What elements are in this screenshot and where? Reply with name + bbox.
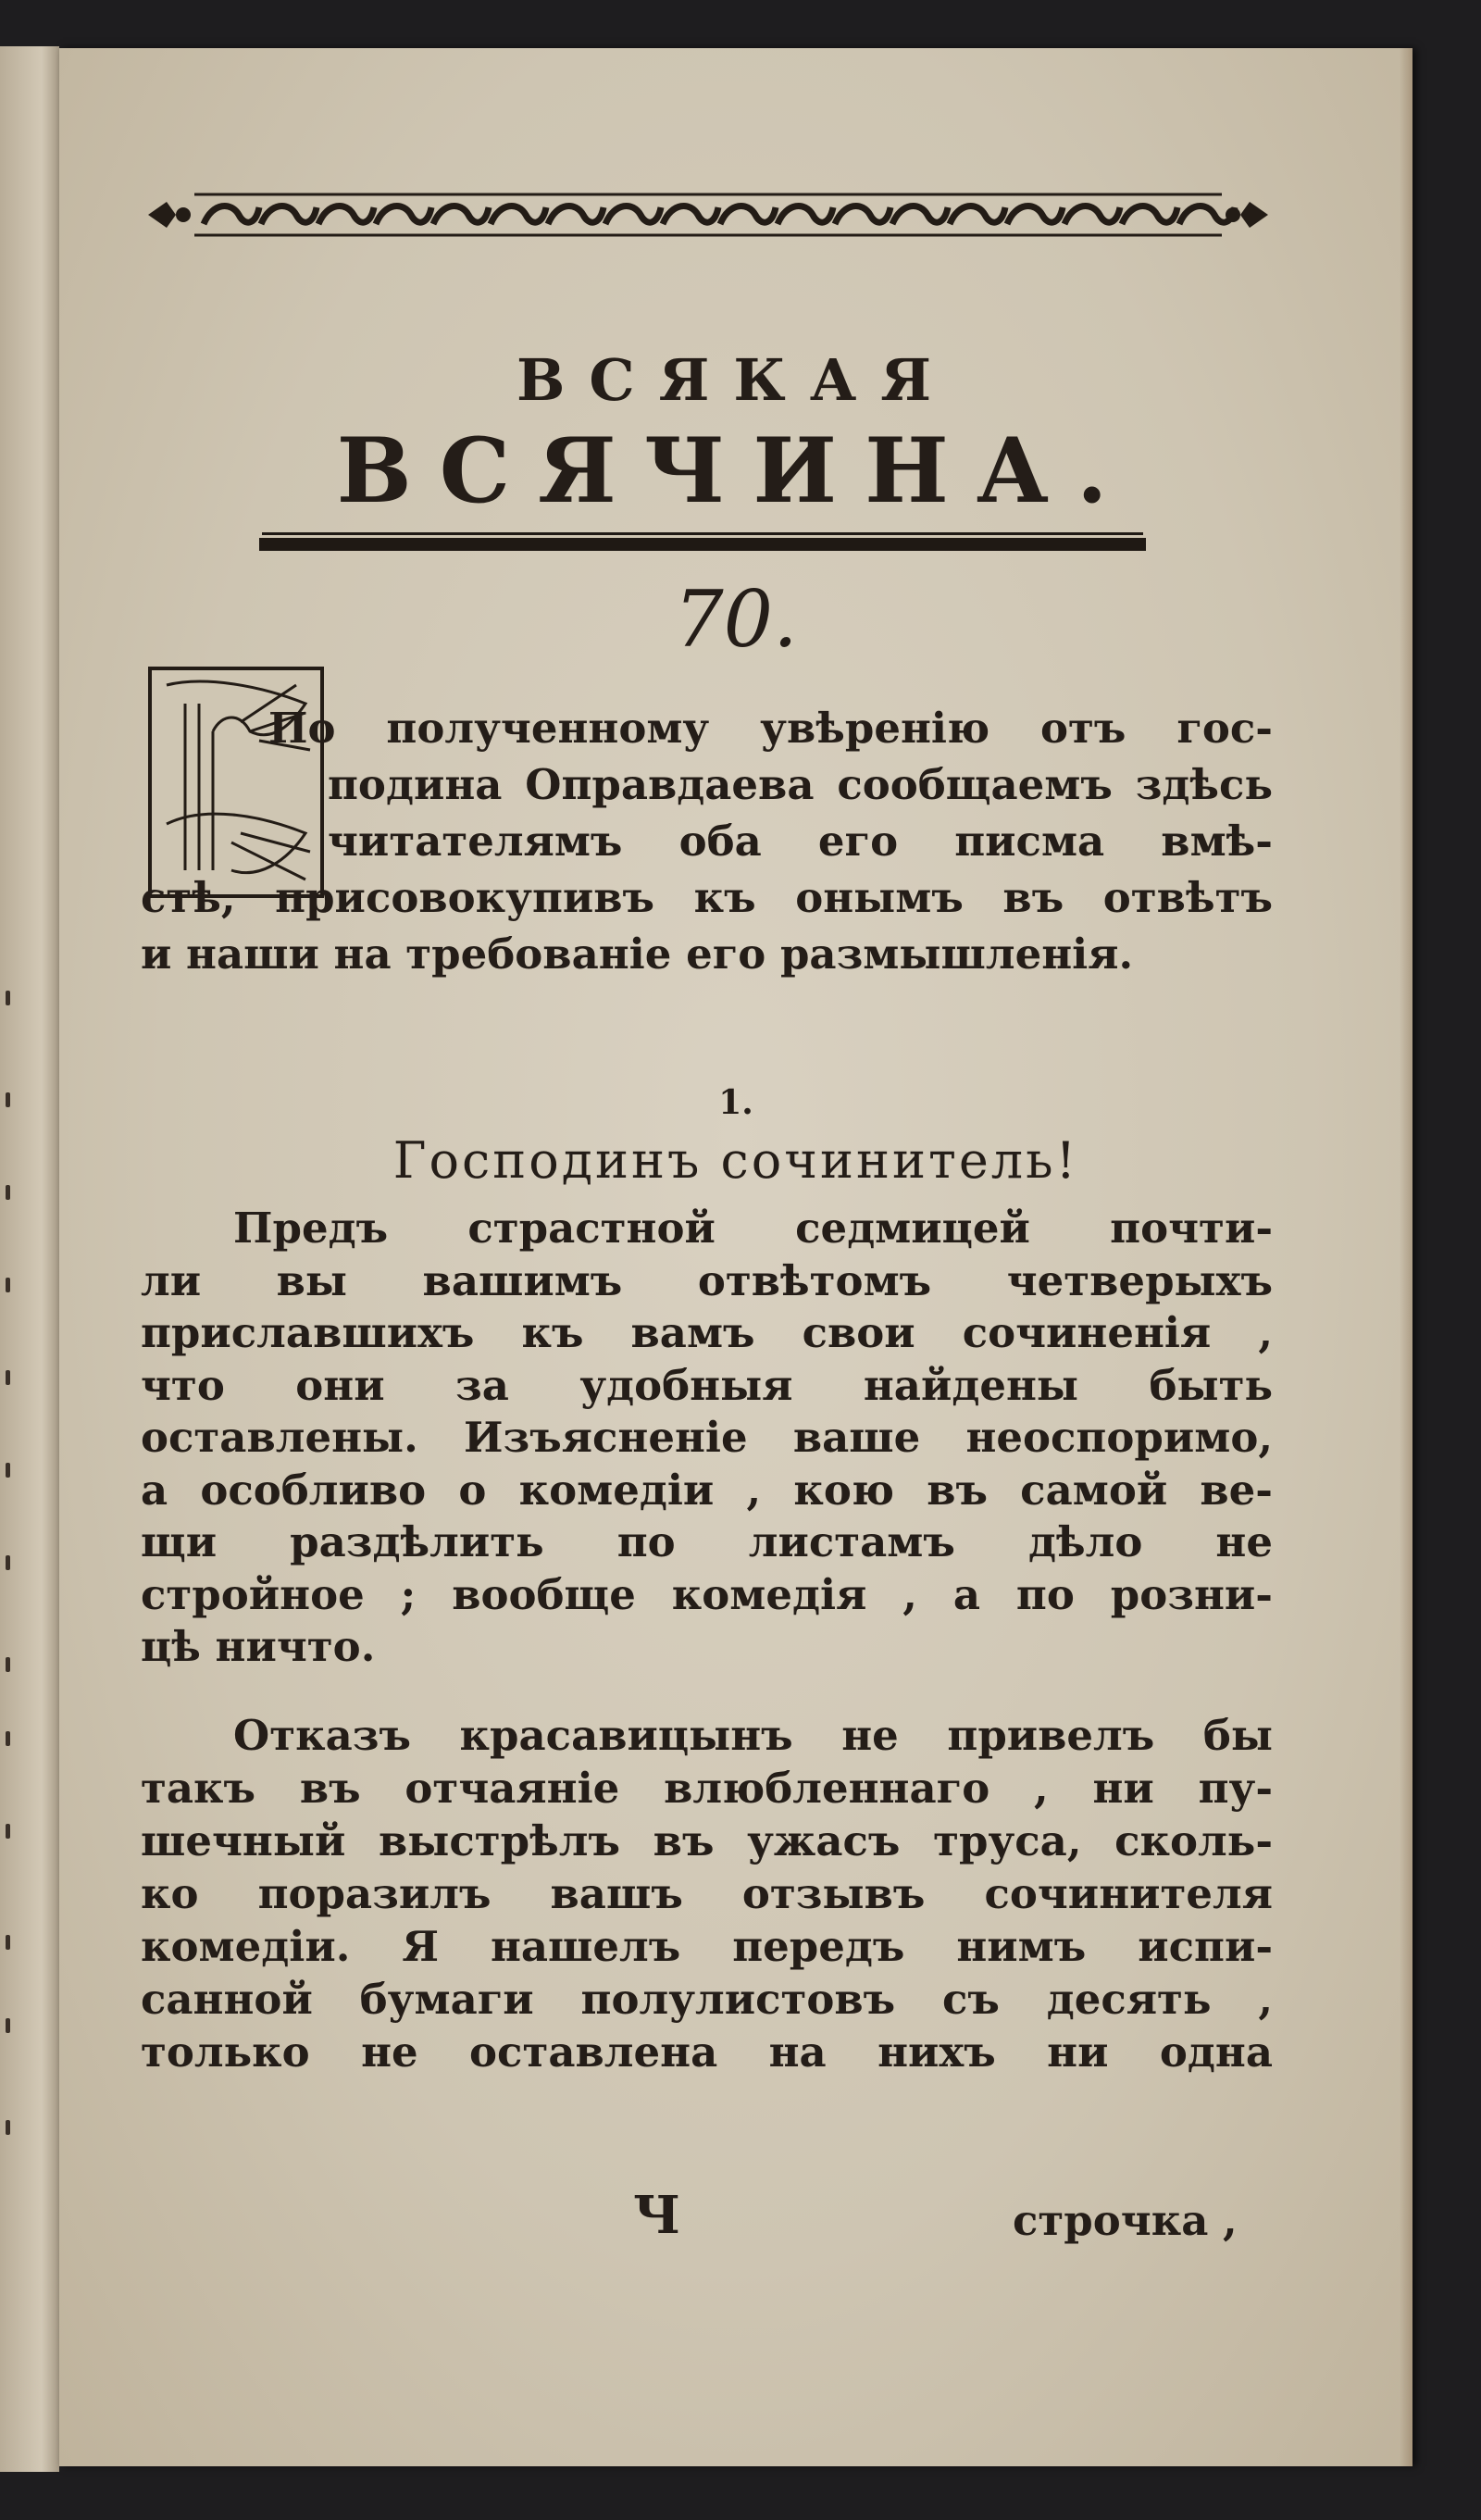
text-line: приславшихъ къ вамъ свои сочиненія , [141, 1308, 1273, 1357]
text-line: такъ въ отчаяніе влюбленнаго , ни пу- [141, 1764, 1273, 1813]
text-line: цѣ ничто. [141, 1622, 376, 1671]
adjacent-page-text-fragment [6, 2120, 10, 2135]
text-line: ли вы вашимъ отвѣтомъ четверыхъ [141, 1255, 1273, 1305]
text-line: читателямъ оба его писма вмѣ- [328, 817, 1273, 866]
adjacent-page-text-fragment [6, 1092, 10, 1107]
ornament-wave [261, 206, 317, 224]
adjacent-page-text-fragment [6, 991, 10, 1005]
ornament-wave [318, 206, 374, 224]
text-line: ко поразилъ вашъ отзывъ сочинителя [141, 1869, 1273, 1918]
ornament-wave [1007, 206, 1063, 224]
letter-number: 1. [718, 1083, 753, 1122]
adjacent-page-text-fragment [6, 1731, 10, 1746]
adjacent-page-text-fragment [6, 2018, 10, 2033]
catchword: строчка , [1013, 2196, 1238, 2245]
title-line-2: ВСЯЧИНА. [336, 418, 1136, 523]
text-line: По полученному увѣренію отъ гос- [268, 704, 1273, 753]
ornament-wave [204, 206, 259, 224]
adjacent-page-text-fragment [6, 1370, 10, 1385]
adjacent-page-edge [0, 46, 59, 2472]
ornamental-initial-icon [148, 667, 324, 898]
ornament-wave [778, 206, 833, 224]
text-line: Отказъ красавицынъ не привелъ бы [233, 1711, 1273, 1760]
adjacent-page-text-fragment [6, 1824, 10, 1839]
ornament-wave [720, 206, 776, 224]
text-line: и наши на требованіе его размышленія. [141, 929, 1134, 979]
adjacent-page-text-fragment [6, 1463, 10, 1478]
text-line: подина Оправдаева сообщаемъ здѣсь [328, 760, 1273, 809]
text-line: что они за удобныя найдены быть [141, 1360, 1273, 1410]
book-page [59, 48, 1413, 2466]
text-line: щи раздѣлить по листамъ дѣло не [141, 1517, 1273, 1566]
issue-number: 70. [674, 574, 798, 665]
letter-salutation: Господинъ сочинитель! [392, 1131, 1079, 1190]
ornament-wave [1064, 206, 1120, 224]
text-line: стѣ, присовокупивъ къ онымъ въ отвѣтъ [141, 873, 1273, 922]
ornament-wave [433, 206, 489, 224]
ornament-wave [376, 206, 431, 224]
ornament-wave [605, 206, 661, 224]
ornament-wave [548, 206, 604, 224]
signature-mark: Ч [633, 2185, 681, 2246]
text-line: оставлены. Изъясненіе ваше неоспоримо, [141, 1413, 1273, 1462]
ornament-wave [1122, 206, 1177, 224]
text-line: а особливо о комедіи , кою въ самой ве- [141, 1465, 1273, 1515]
adjacent-page-text-fragment [6, 1657, 10, 1672]
decorative-border-ornament-icon [148, 189, 1268, 241]
title-rule [259, 535, 1146, 551]
ornament-wave [835, 206, 890, 224]
adjacent-page-text-fragment [6, 1185, 10, 1200]
text-line: комедіи. Я нашелъ передъ нимъ испи- [141, 1922, 1273, 1971]
ornament-wave [491, 206, 546, 224]
title-line-1: ВСЯКАЯ [516, 346, 955, 414]
ornament-wave [950, 206, 1005, 224]
text-line: Предъ страстной седмицей почти- [233, 1204, 1273, 1253]
adjacent-page-text-fragment [6, 1278, 10, 1292]
ornament-wave [663, 206, 718, 224]
adjacent-page-text-fragment [6, 1555, 10, 1570]
ornament-wave [892, 206, 948, 224]
adjacent-page-text-fragment [6, 1935, 10, 1950]
text-line: санной бумаги полулистовъ съ десять , [141, 1975, 1273, 2024]
text-line: шечный выстрѣлъ въ ужасъ труса, сколь- [141, 1816, 1273, 1865]
text-line: стройное ; вообще комедія , а по розни- [141, 1569, 1273, 1619]
text-line: только не оставлена на нихъ ни одна [141, 2027, 1273, 2077]
